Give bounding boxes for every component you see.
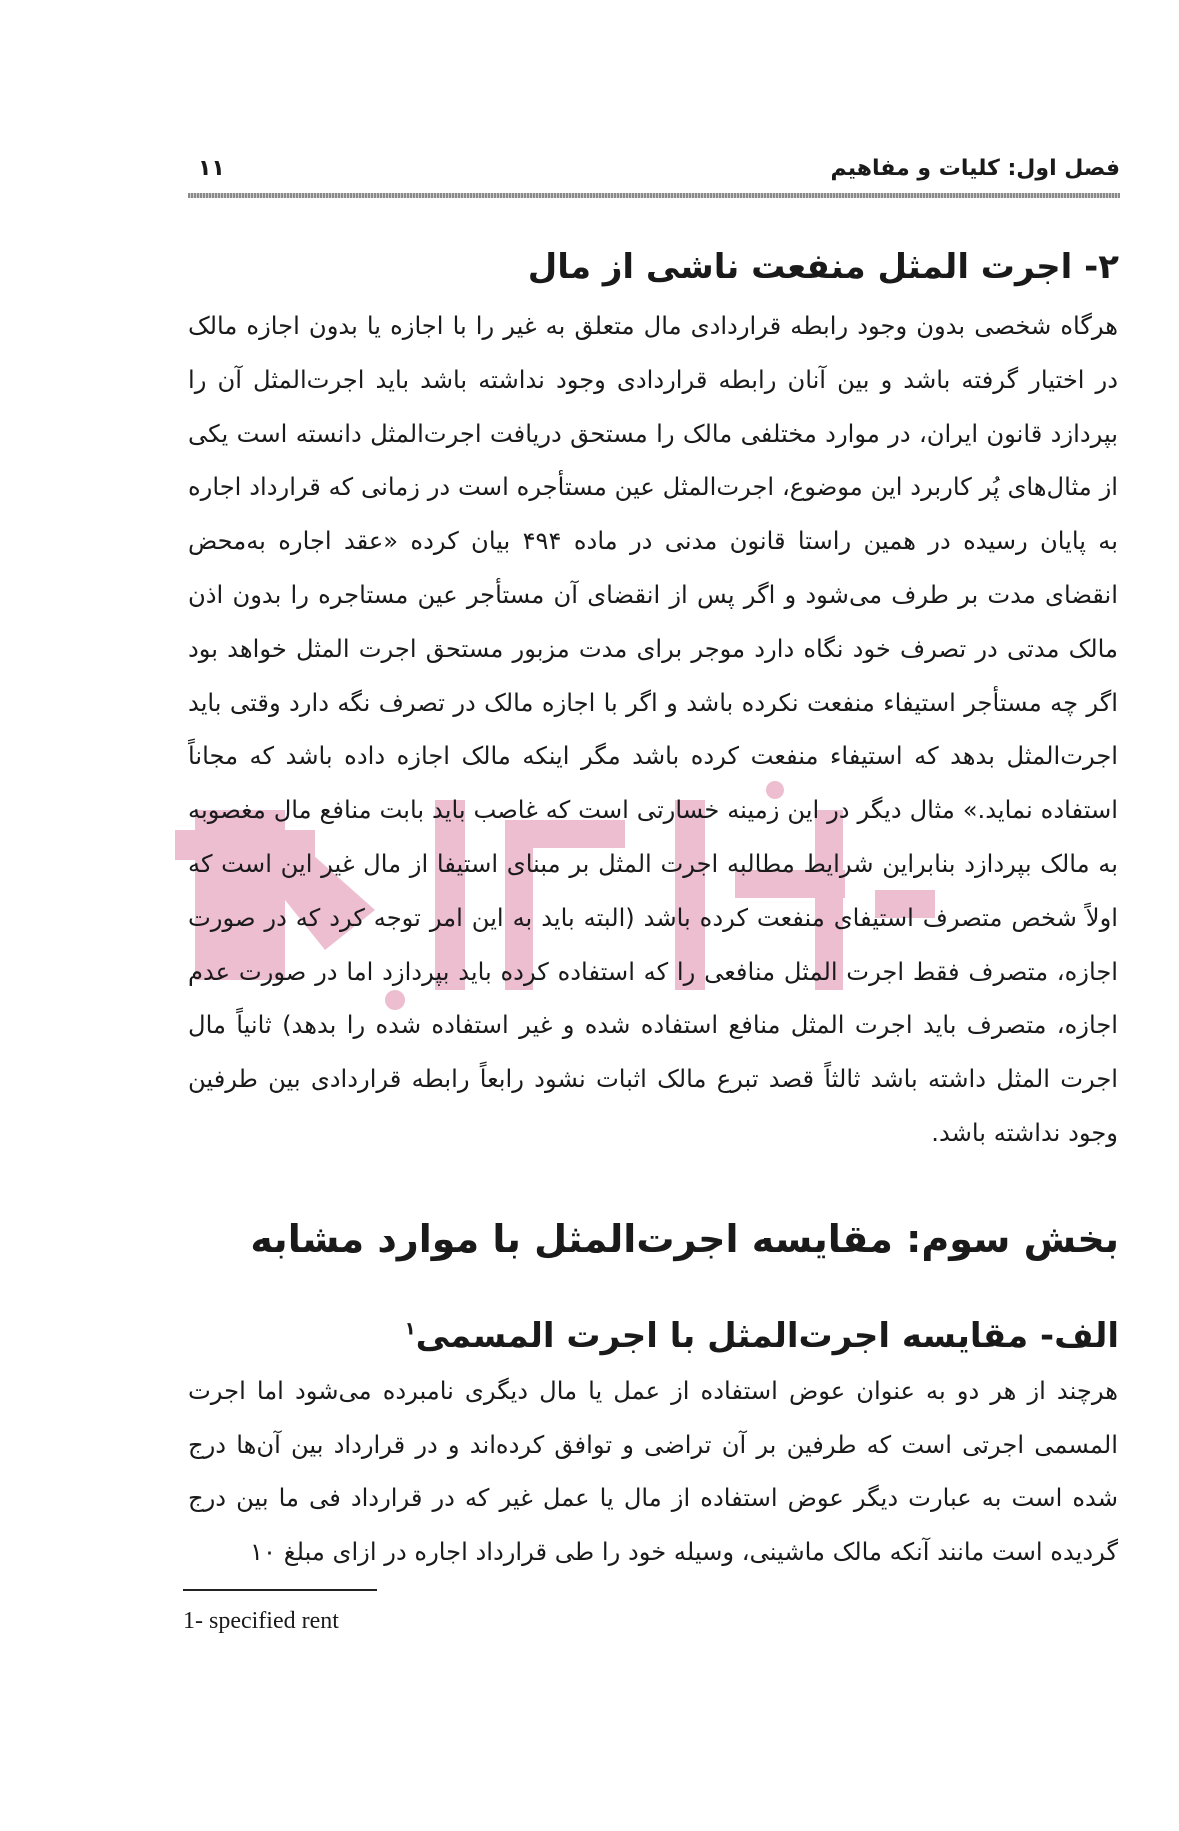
section-heading: ۲- اجرت المثل منفعت ناشی از مال [527, 247, 1119, 287]
subsection-heading [405, 1312, 1119, 1360]
part-heading [250, 1212, 1119, 1266]
running-header [188, 150, 1120, 194]
running-title: فصل اول: کلیات و مفاهیم [830, 156, 1120, 181]
footnote-text: 1- specified rent [183, 1608, 339, 1634]
subsection-heading-text: الف- مقایسه اجرت‌المثل با اجرت المسمی [415, 1316, 1119, 1356]
part-heading-text: بخش سوم: مقایسه اجرت‌المثل با موارد مشابه [250, 1217, 1119, 1261]
body-paragraph: هرچند از هر دو به عنوان عوض استفاده از عمل یا مال دیگری نامبرده می‌شود اما اجرت المسمی اجرتی است که طرفین بر آن تراضی و توافق کرده‌اند و در قرارداد بین آن‌ها درج شده است به عبارت دیگر عوض استفاده از مال یا عمل غیر که در قرارداد فی ما بین درج گردیده است مانند آنکه مالک ماشینی، وسیله خود را طی قرارداد اجاره در ازای مبلغ ۱۰ [188, 1377, 1118, 1566]
footnote-divider [183, 1589, 377, 1591]
page-number: ۱۱ [198, 156, 225, 181]
footnote-marker[interactable]: ۱ [404, 1318, 416, 1340]
body-paragraph: هرگاه شخصی بدون وجود رابطه قراردادی مال متعلق به غیر را با اجازه یا بدون اجازه مالک در اختیار گرفته باشد و بین آنان رابطه قراردادی وجود نداشته باشد باید اجرت‌المثل آن را بپردازد قانون ایران، در موارد مختلفی مالک را مستحق دریافت اجرت‌المثل دانسته است یکی از مثال‌های پُر کاربرد این موضوع، اجرت‌المثل عین مستأجره است در زمانی که قرارداد اجاره به پایان رسیده در همین راستا قانون مدنی در ماده ۴۹۴ بیان کرده «عقد اجاره به‌محض انقضای مدت بر طرف می‌شود و اگر پس از انقضای آن مستأجر عین مستاجره را بدون اذن مالک مدتی در تصرف خود نگاه دارد موجر برای مدت مزبور مستحق اجرت المثل خواهد بود اگر چه مستأجر استیفاء منفعت نکرده باشد و اگر با اجازه مالک در تصرف نگه دارد وقتی باید اجرت‌المثل بدهد که استیفاء منفعت کرده باشد مگر اینکه مالک اجازه داده باشد که مجاناً استفاده نماید.» مثال دیگر در این زمینه خسارتی است که غاصب باید بابت منافع مال مغصوبه به مالک بپردازد بنابراین شرایط مطالبه اجرت المثل بر مبنای استیفا از مال غیر این است که اولاً شخص متصرف استیفای منفعت کرده باشد (البته باید به این امر توجه کرد که در صورت اجازه، متصرف فقط اجرت المثل منافعی را که استفاده کرده باید بپردازد اما در صورت عدم اجازه، متصرف باید اجرت المثل منافع استفاده شده و غیر استفاده شده را بدهد) ثانیاً مال اجرت المثل داشته باشد ثالثاً قصد تبرع مالک اثبات نشود رابعاً رابطه قراردادی بین طرفین وجود نداشته باشد. [188, 312, 1118, 1147]
header-rule [188, 193, 1120, 198]
